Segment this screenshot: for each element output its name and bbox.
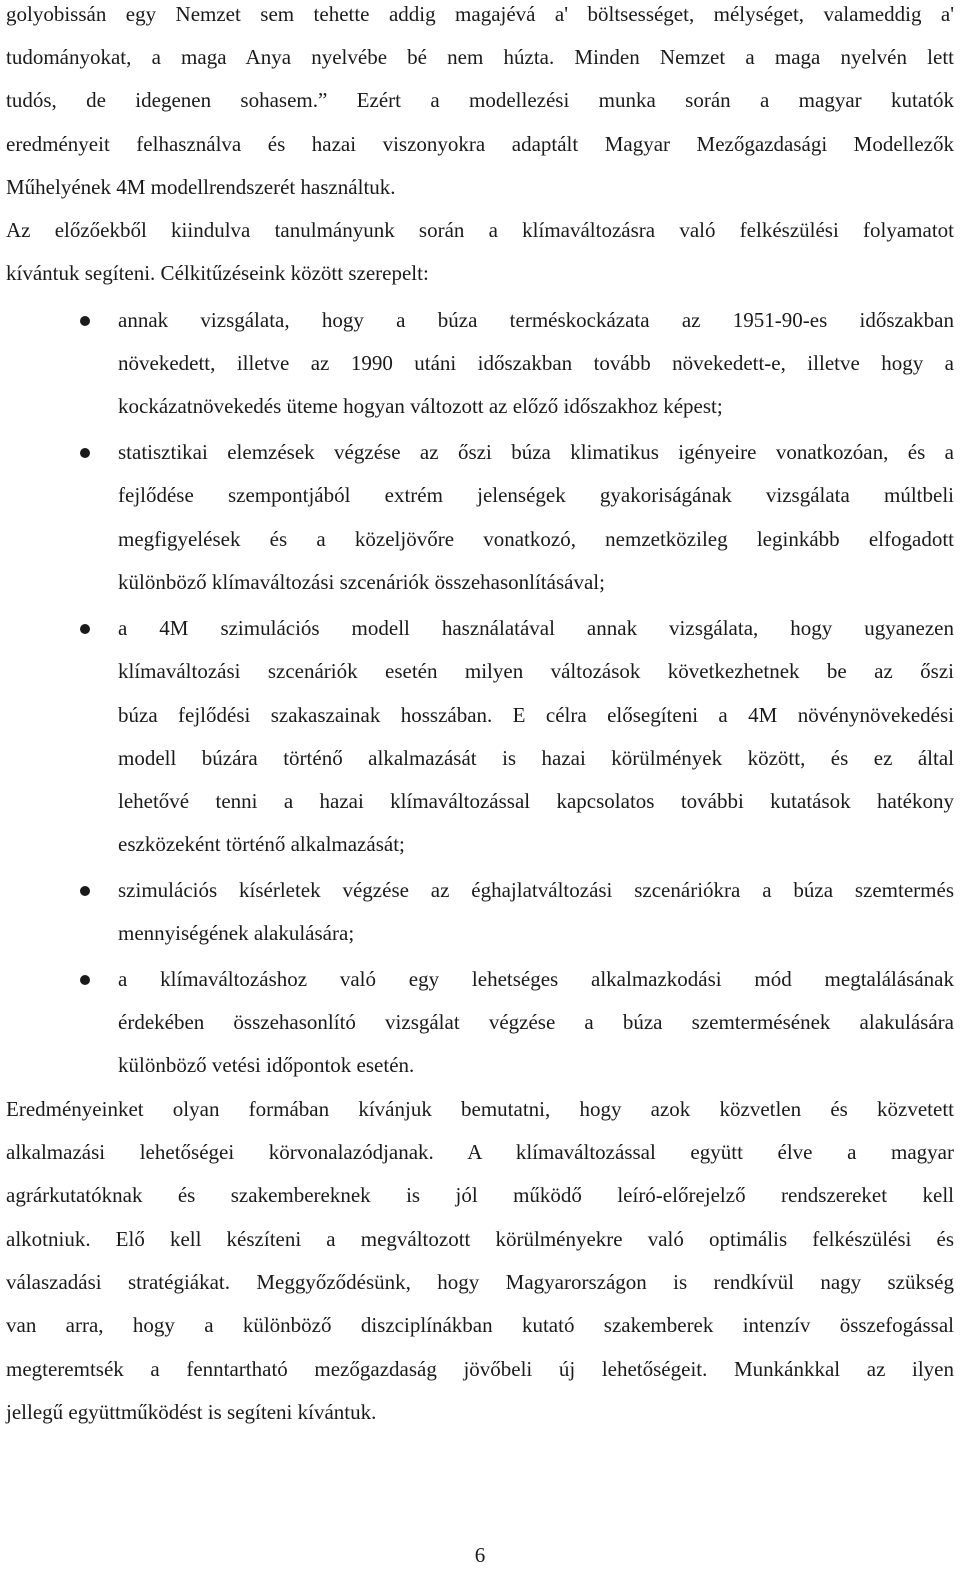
- text-line: megteremtsék a fenntartható mezőgazdaság jövőbeli új lehetőségeit. Munkánkkal az ilyen: [6, 1357, 954, 1381]
- bullet-line: megfigyelések és a közeljövőre vonatkozó, nemzetközileg leginkább elfogadott: [118, 527, 954, 551]
- text-line: Eredményeinket olyan formában kívánjuk bemutatni, hogy azok közvetlen és közvetett: [6, 1097, 954, 1121]
- text-line: Az előzőekből kiindulva tanulmányunk során a klímaváltozásra való felkészülési folyamatot: [6, 218, 954, 242]
- text-line: eredményeit felhasználva és hazai viszonyokra adaptált Magyar Mezőgazdasági Modellezők: [6, 132, 954, 156]
- bullet-line: a 4M szimulációs modell használatával annak vizsgálata, hogy ugyanezen: [118, 616, 954, 640]
- text-line: tudós, de idegenen sohasem.” Ezért a modellezési munka során a magyar kutatók: [6, 88, 954, 112]
- bullet-line: annak vizsgálata, hogy a búza terméskockázata az 1951-90-es időszakban: [118, 308, 954, 332]
- bullet-marker: [80, 448, 90, 458]
- bullet-line: klímaváltozási szcenáriók esetén milyen változások következhetnek be az őszi: [118, 659, 954, 683]
- bullet-line: kockázatnövekedés üteme hogyan változott az előző időszakhoz képest;: [118, 394, 723, 418]
- bullet-marker: [80, 886, 90, 896]
- bullet-line: fejlődése szempontjából extrém jelenségek gyakoriságának vizsgálata múltbeli: [118, 483, 954, 507]
- bullet-line: különböző klímaváltozási szcenáriók összehasonlításával;: [118, 570, 605, 594]
- page-number: 6: [474, 1543, 486, 1567]
- bullet-line: mennyiségének alakulására;: [118, 921, 355, 945]
- bullet-line: szimulációs kísérletek végzése az éghajlatváltozási szcenáriókra a búza szemtermés: [118, 878, 954, 902]
- text-line: Műhelyének 4M modellrendszerét használtuk.: [6, 175, 396, 199]
- bullet-line: statisztikai elemzések végzése az őszi búza klimatikus igényeire vonatkozóan, és a: [118, 440, 954, 464]
- text-line: kívántuk segíteni. Célkitűzéseink között szerepelt:: [6, 261, 429, 285]
- text-line: alkalmazási lehetőségei körvonalazódjanak. A klímaváltozással együtt élve a magyar: [6, 1140, 954, 1164]
- bullet-line: búza fejlődési szakaszainak hosszában. E célra elősegíteni a 4M növénynövekedési: [118, 703, 954, 727]
- bullet-line: lehetővé tenni a hazai klímaváltozással kapcsolatos további kutatások hatékony: [118, 789, 954, 813]
- text-line: jellegű együttműködést is segíteni kívántuk.: [6, 1400, 377, 1424]
- bullet-marker: [80, 975, 90, 985]
- text-line: tudományokat, a maga Anya nyelvébe bé nem húzta. Minden Nemzet a maga nyelvén lett: [6, 45, 954, 69]
- bullet-line: növekedett, illetve az 1990 utáni időszakban tovább növekedett-e, illetve hogy a: [118, 351, 954, 375]
- bullet-line: eszközeként történő alkalmazását;: [118, 832, 405, 856]
- bullet-line: a klímaváltozáshoz való egy lehetséges alkalmazkodási mód megtalálásának: [118, 967, 954, 991]
- text-line: válaszadási stratégiákat. Meggyőződésünk, hogy Magyarországon is rendkívül nagy szükség: [6, 1270, 954, 1294]
- text-line: agrárkutatóknak és szakembereknek is jól működő leíró-előrejelző rendszereket kell: [6, 1183, 954, 1207]
- bullet-line: modell búzára történő alkalmazását is hazai körülmények között, és ez által: [118, 746, 954, 770]
- text-line: van arra, hogy a különböző diszciplínákban kutató szakemberek intenzív összefogással: [6, 1313, 954, 1337]
- bullet-marker: [80, 624, 90, 634]
- bullet-marker: [80, 316, 90, 326]
- bullet-line: különböző vetési időpontok esetén.: [118, 1053, 415, 1077]
- text-line: alkotniuk. Elő kell készíteni a megváltozott körülményekre való optimális felkészülési és: [6, 1227, 954, 1251]
- bullet-line: érdekében összehasonlító vizsgálat végzése a búza szemtermésének alakulására: [118, 1010, 954, 1034]
- text-line: golyobissán egy Nemzet sem tehette addig magajévá a' böltsességet, mélységet, valameddig a': [6, 2, 954, 26]
